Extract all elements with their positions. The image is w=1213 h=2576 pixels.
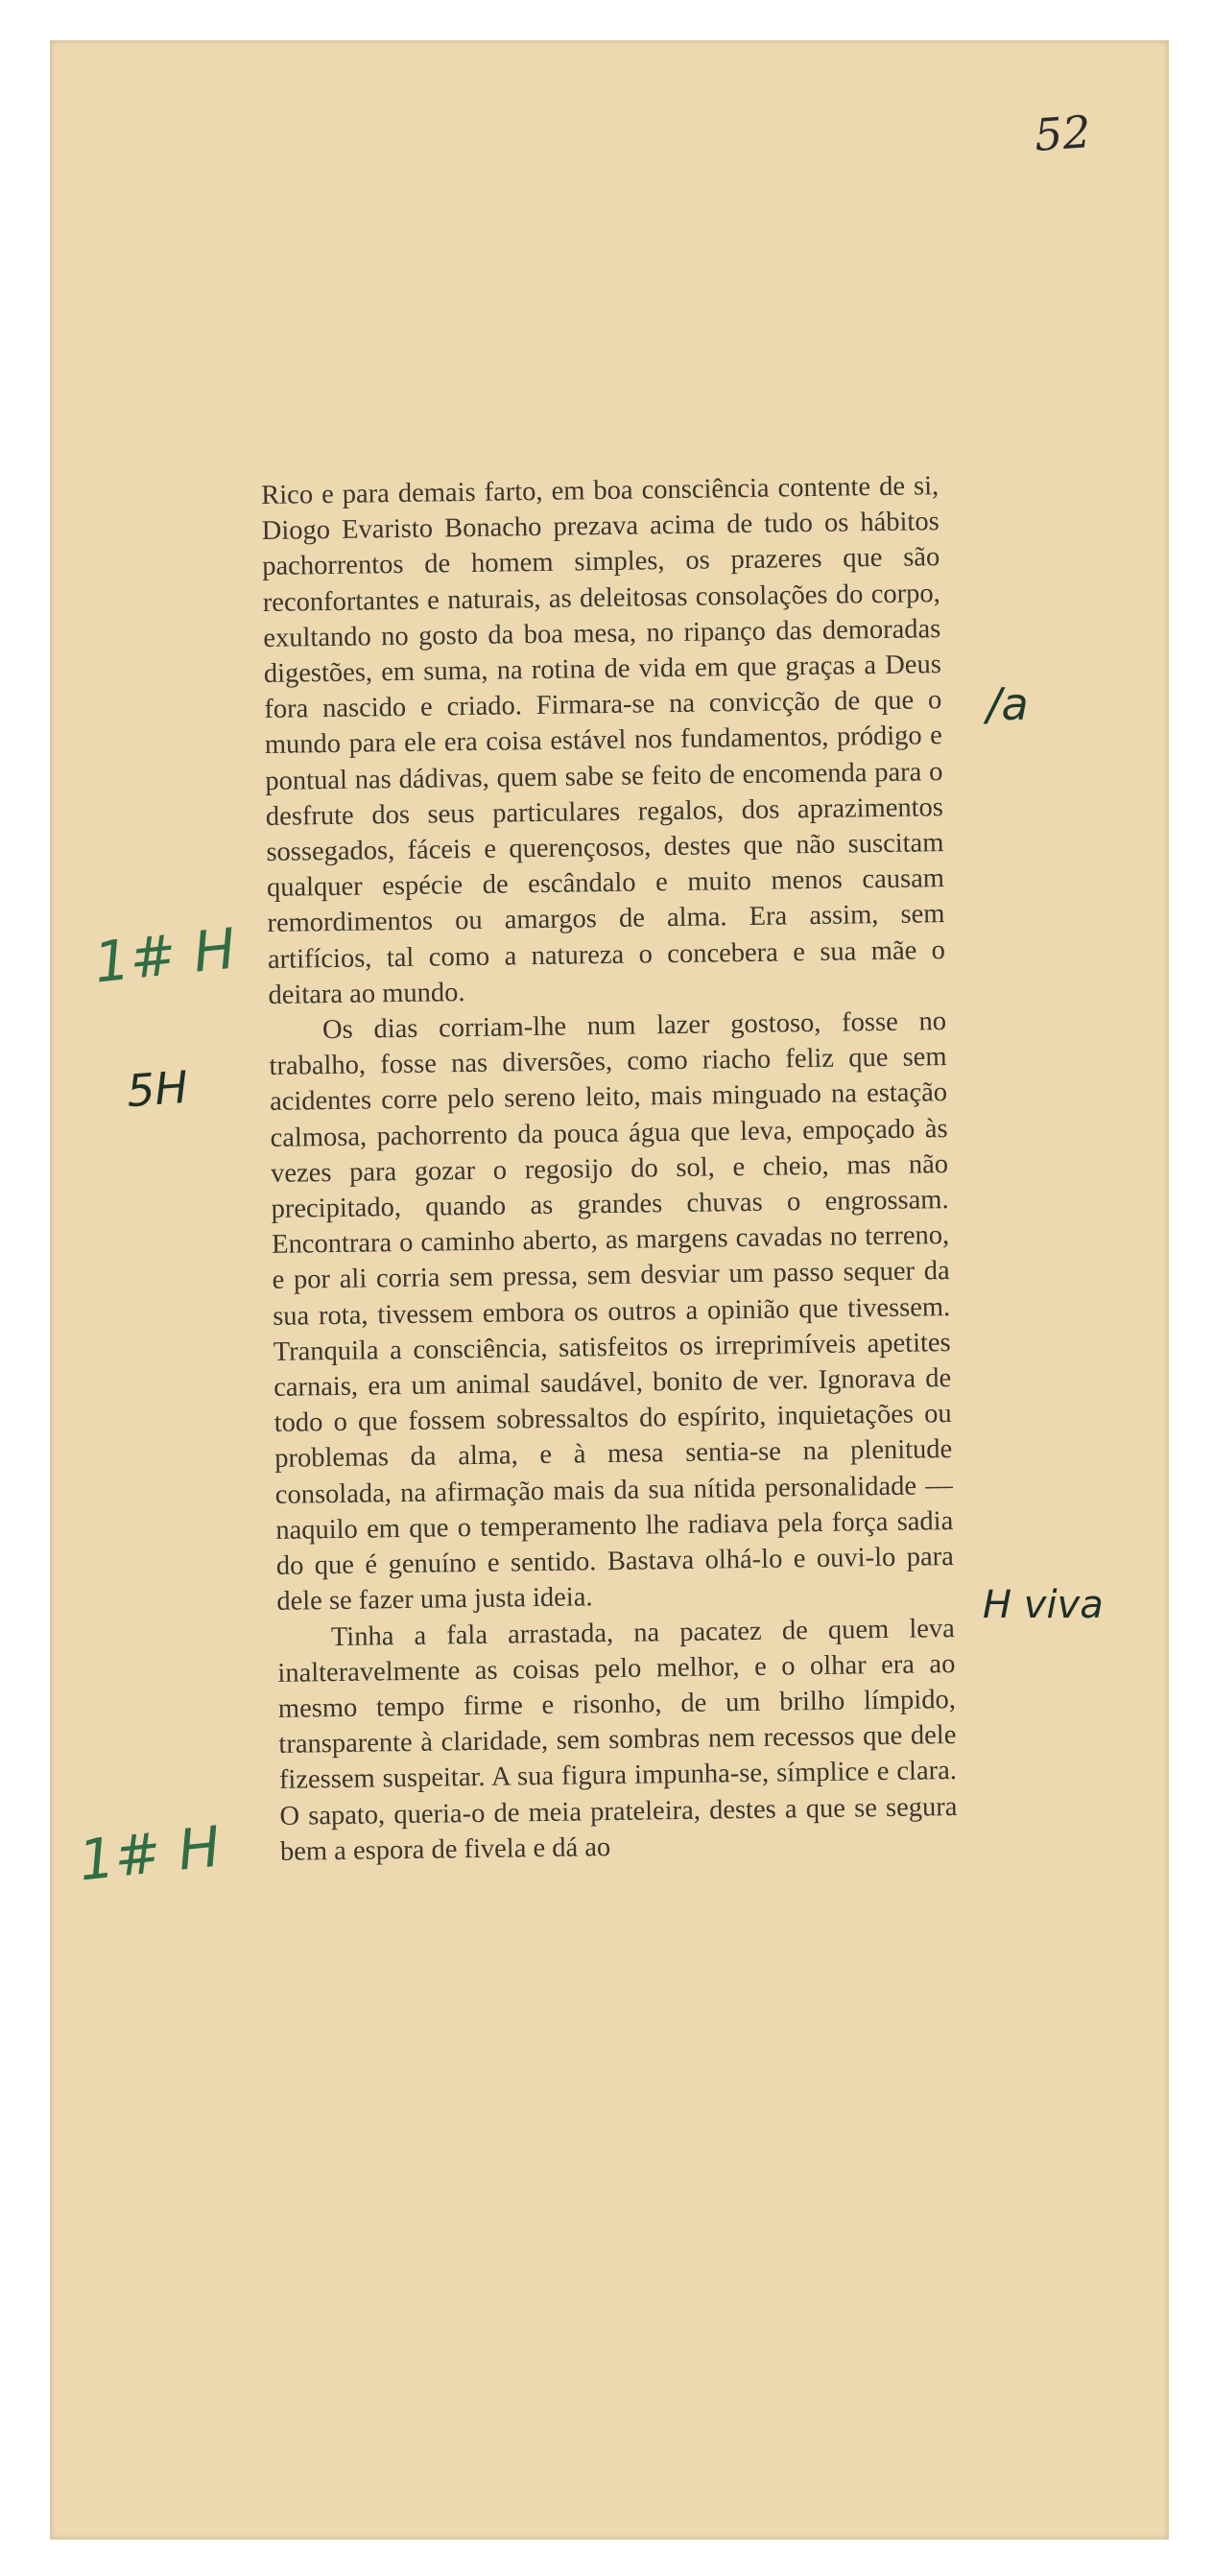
margin-note-left-5h: 5H xyxy=(125,1060,190,1118)
page-number: 52 xyxy=(1033,106,1093,161)
margin-note-right-viva: H viva xyxy=(983,1583,1104,1627)
margin-note-left-1: 1# H xyxy=(90,915,239,996)
margin-note-right-a: /a xyxy=(987,678,1029,730)
body-text xyxy=(261,468,958,1870)
paragraph-1: Rico e para demais farto, em boa consciência contente de si, Diogo Evaristo Bonacho prezava acima de tudo os hábitos pachorrentos de homem simples, os prazeres que são reconfortantes e naturais, as deleitosas consolações do corpo, exultando no gosto da boa mesa, no ripanço das demoradas digestões, em suma, na rotina de vida em que graças a Deus fora nascido e criado. Firmara-se na convicção de que o mundo para ele era coisa estável nos fundamentos, pródigo e pontual nas dádivas, quem sabe se feito de encomenda para o desfrute dos seus particulares regalos, dos aprazimentos sossegados, fáceis e querençosos, destes que não suscitam qualquer espécie de escândalo e muito menos causam remordimentos ou amargos de alma. Era assim, sem artifícios, tal como a natureza o concebera e sua mãe o deitara ao mundo. xyxy=(261,471,946,1010)
paragraph-2: Os dias corriam-lhe num lazer gostoso, fosse no trabalho, fosse nas diversões, como riacho feliz que sem acidentes corre pelo sereno leito, mais minguado na estação calmosa, pachorrento da pouca água que leva, empoçado às vezes para gozar o regosijo do sol, e cheio, mas não precipitado, quando as grandes chuvas o engrossam. Encontrara o caminho aberto, as margens cavadas no terreno, e por ali corria sem pressa, sem desviar um passo sequer da sua rota, tivessem embora os outros a opinião que tivessem. Tranquila a consciência, satisfeitos os irreprimíveis apetites carnais, era um animal saudável, bonito de ver. Ignorava de todo o que fossem sobressaltos do espírito, inquietações ou problemas da alma, e à mesa sentia-se na plenitude consolada, na afirmação mais da sua nítida personalidade — naquilo em que o temperamento lhe radiava pela força sadia do que é genuíno e sentido. Bastava olhá-lo e ouvi-lo para dele se fazer uma justa ideia. xyxy=(269,1006,954,1618)
paragraph-3: Tinha a fala arrastada, na pacatez de quem leva inalteravelmente as coisas pelo melhor, e o olhar era ao mesmo tempo firme e risonho, de um brilho límpido, transparente à claridade, sem sombras nem recessos que dele fizessem suspeitar. A sua figura impunha-se, símplice e clara. O sapato, queria-o de meia prateleira, destes a que se segura bem a espora de fivela e dá ao xyxy=(277,1613,958,1867)
margin-note-left-2: 1# H xyxy=(75,1813,224,1894)
